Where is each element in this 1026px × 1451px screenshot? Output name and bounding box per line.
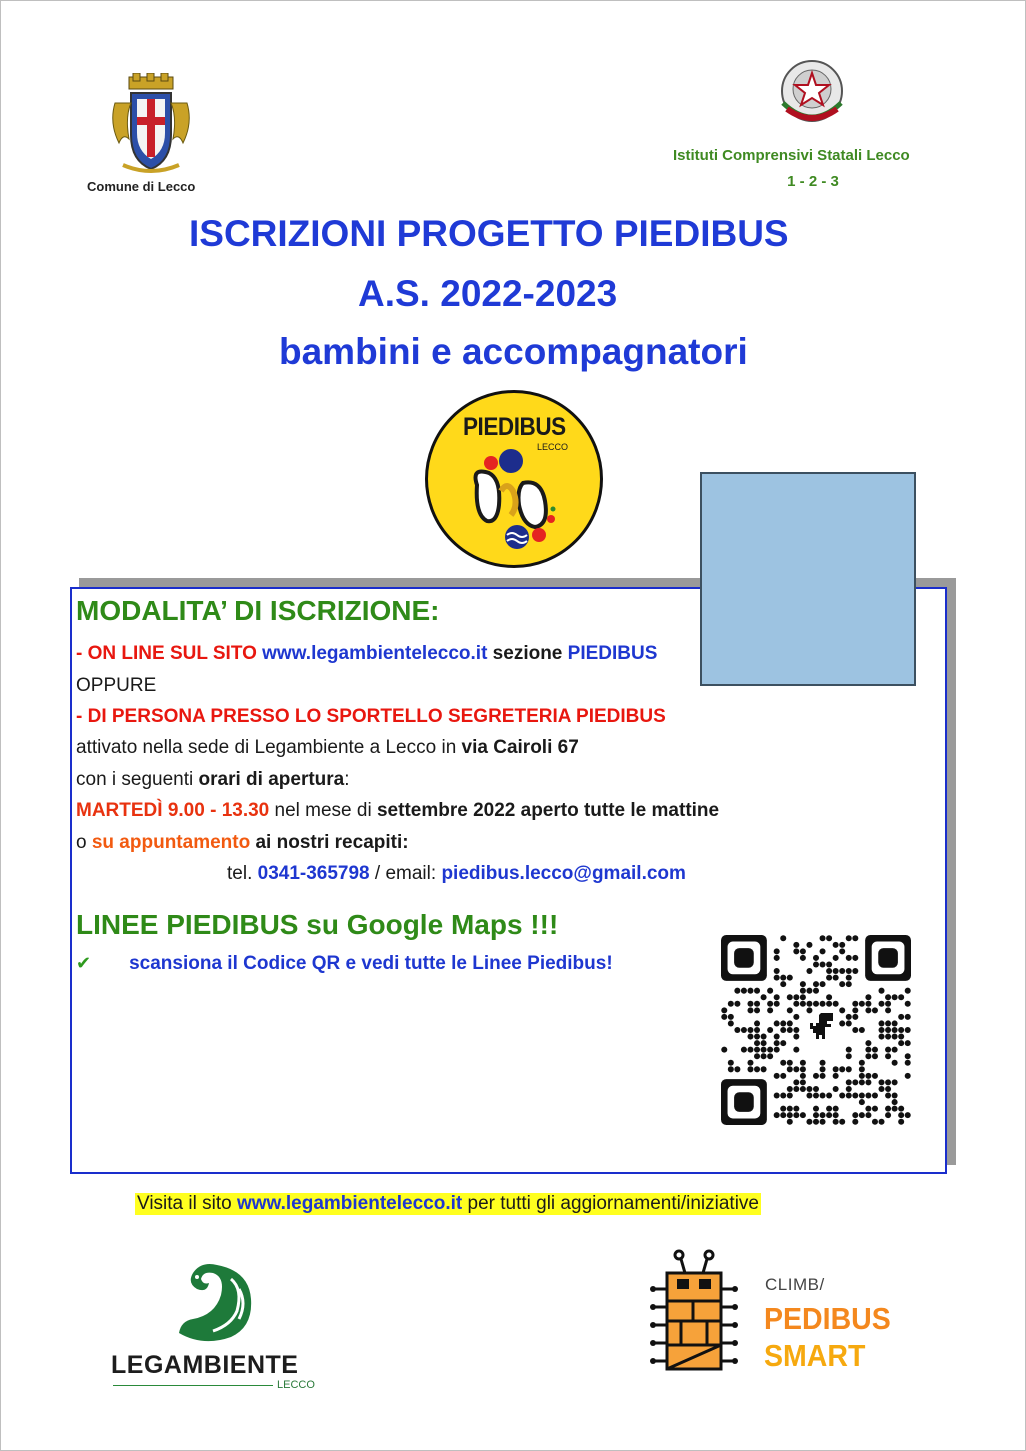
legambiente-sub: LECCO: [277, 1379, 315, 1391]
tel-number[interactable]: 0341-365798: [257, 863, 370, 884]
online-line: [76, 643, 657, 665]
persona-line: - DI PERSONA PRESSO LO SPORTELLO SEGRETERIA PIEDIBUS: [76, 706, 666, 727]
schedule-bold: settembre 2022 aperto tutte le mattine: [376, 800, 720, 821]
pedibus-smart-robot-icon: [647, 1249, 743, 1373]
check-icon: ✔: [76, 953, 92, 973]
piedibus-logo-sub: LECCO: [537, 442, 569, 452]
schedule-text: nel mese di: [269, 800, 377, 821]
pedibus-smart-line1: PEDIBUS: [764, 1301, 891, 1336]
tel-label: tel.: [227, 863, 258, 884]
appuntamento-line: [76, 832, 409, 854]
sede-line: [76, 737, 579, 759]
sede-text: attivato nella sede di Legambiente a Lecco in: [76, 737, 462, 758]
visit-prefix: Visita il sito: [137, 1193, 237, 1214]
piedibus-logo-word: PIEDIBUS: [463, 413, 566, 441]
online-section: PIEDIBUS: [567, 643, 658, 664]
comune-crest-icon: [109, 73, 193, 177]
image-placeholder: [700, 472, 916, 686]
qr-instruction-line: [76, 953, 613, 975]
comune-label: Comune di Lecco: [87, 179, 196, 194]
online-prefix: - ON LINE SUL SITO: [76, 643, 263, 664]
orari-line: [76, 769, 350, 791]
republic-emblem-icon: [773, 57, 851, 129]
online-site-link[interactable]: www.legambientelecco.it: [262, 643, 488, 664]
orari-bold: orari di apertura: [198, 769, 345, 790]
title-line-3: bambini e accompagnatori: [279, 331, 748, 372]
legambiente-word: LEGAMBIENTE: [111, 1351, 299, 1379]
visit-line: [135, 1193, 761, 1215]
legambiente-swan-icon: [173, 1259, 255, 1347]
visit-suffix: per tutti gli aggiornamenti/iniziative: [462, 1193, 759, 1214]
online-middle: sezione: [487, 643, 568, 664]
visit-site-link[interactable]: www.legambientelecco.it: [236, 1193, 463, 1214]
title-line-2: A.S. 2022-2023: [358, 273, 618, 314]
orari-end: :: [344, 769, 350, 790]
qr-instruction: scansiona il Codice QR e vedi tutte le Linee Piedibus!: [129, 953, 613, 974]
maps-heading: LINEE PIEDIBUS su Google Maps !!!: [76, 909, 559, 940]
legambiente-divider: [113, 1385, 273, 1386]
title-line-1: ISCRIZIONI PROGETTO PIEDIBUS: [189, 213, 789, 254]
appuntamento-bold: ai nostri recapiti:: [250, 832, 409, 853]
pedibus-smart-line2: SMART: [764, 1338, 866, 1373]
footprints-icon: [467, 445, 563, 557]
istituti-label: Istituti Comprensivi Statali Lecco: [673, 147, 910, 164]
istituti-numbers: 1 - 2 - 3: [787, 173, 839, 190]
contacts-line: [227, 863, 686, 885]
orari-text: con i seguenti: [76, 769, 199, 790]
sede-address: via Cairoli 67: [461, 737, 579, 758]
registration-heading: MODALITA’ DI ISCRIZIONE:: [76, 595, 440, 626]
appuntamento-prefix: o: [76, 832, 92, 853]
schedule-day: MARTEDÌ 9.00 - 13.30: [76, 800, 270, 821]
qr-code-icon[interactable]: [721, 935, 911, 1125]
oppure-line: OPPURE: [76, 675, 157, 696]
climb-label: CLIMB/: [765, 1275, 825, 1294]
email-link[interactable]: piedibus.lecco@gmail.com: [441, 863, 686, 884]
appuntamento-orange: su appuntamento: [91, 832, 251, 853]
schedule-line: [76, 800, 719, 822]
email-label: / email:: [369, 863, 442, 884]
